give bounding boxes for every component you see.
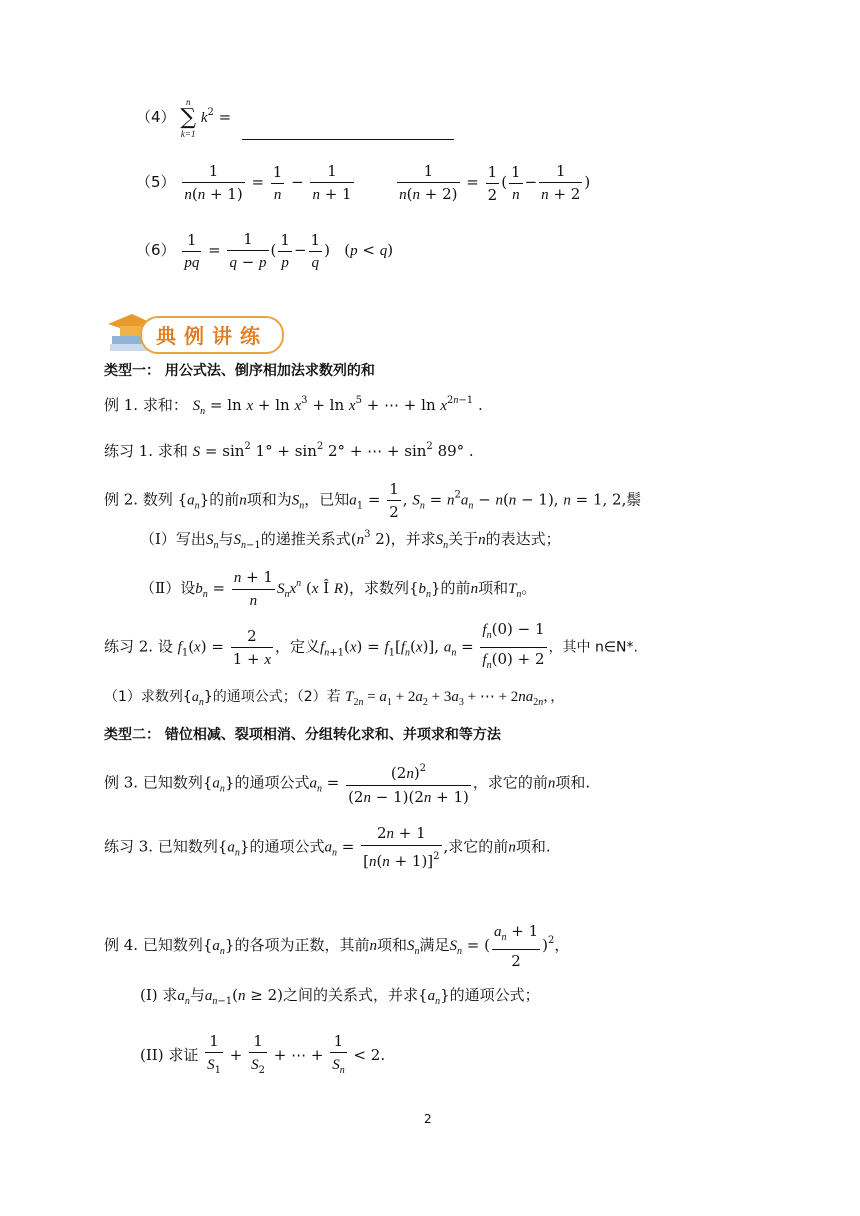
item-label: （5） xyxy=(136,173,176,191)
page-number: 2 xyxy=(424,1112,432,1126)
example-2-part-2: （Ⅱ）设$b_n$ = $\frac{n + 1}{n}$ $S_nx^n$ (x Î R)，求数列$\{b_n\}$的前n项和$T_n$。 xyxy=(140,568,537,609)
practice-1: 练习 1. 求和 $S = \sin^2 1^\circ + \sin^2 2^\circ$ + ⋯ + $\sin^2 89^\circ$ . xyxy=(104,441,474,460)
sum-symbol: n ∑ k=1 xyxy=(180,97,197,139)
example-2-part-1: （Ⅰ）写出$S_n$与$S_{n-1}$的递推关系式($n^3$ 2)，并求$S_n$关于n的表达式； xyxy=(140,529,561,551)
formula-item-4: （4） n ∑ k=1 $k^2$ = xyxy=(136,96,454,140)
example-1-prefix: 例 1. 求和： xyxy=(104,396,188,414)
answer-blank[interactable] xyxy=(242,117,454,140)
example-3: 例 3. 已知数列$\{a_n\}$的通项公式$a_n$ = $\frac{(2n)^2}{(2n - 1)(2n + 1)}$ ，求它的前n项和. xyxy=(104,758,590,809)
type2-heading: 类型二： 错位相减、裂项相消、分组转化求和、并项求和等方法 xyxy=(104,727,501,743)
practice-2-subquestions: （1）求数列$\{a_n\}$的通项公式；（2）若 $T_{2n} = a_1 + 2a_2 + 3a_3$ + ⋯ + $2na_{2n}$，， xyxy=(104,689,565,708)
practice-1-prefix: 练习 1. 求和 xyxy=(104,442,188,460)
practice-3: 练习 3. 已知数列$\{a_n\}$的通项公式$a_n$ = $\frac{2n + 1}{[n(n + 1)]^2}$ ,求它的前n项和. xyxy=(104,824,551,870)
formula-item-6: （6） $\frac{1}{pq}$ = $\frac{1}{q - p}$ ( $\frac{1}{p}$ − $\frac{1}{q}$ ) (p < q) xyxy=(136,230,394,271)
example-1: 例 1. 求和： $S_n = \ln x + \ln x^3 + \ln x^5$ + ⋯ + $\ln x^{2n-1}$ . xyxy=(104,395,483,417)
item-label: （4） xyxy=(136,108,176,126)
example-4-part-1: (I) 求$a_n$与$a_{n-1}(n \ge 2)$之间的关系式，并求$\{a_n\}$的通项公式； xyxy=(140,986,540,1007)
formula-item-5: （5） $\frac{1}{n(n + 1)}$ = $\frac{1}{n}$ − $\frac{1}{n + 1}$ $\frac{1}{n(n + 2)}$ = $\frac{1}{2}$ ( $\frac{1}{n}$ − $\frac{1}{n + 2}$ ) xyxy=(136,162,591,204)
practice-2: 练习 2. 设 $f_1(x)$ = $\frac{2}{1 + x}$ ，定义$f_{n+1}(x) = f_1[f_n(x)]$, $a_n$ = $\frac{f_n(0) - 1}{f_n(0) + 2}$ ，其中 n∈N*. xyxy=(104,620,638,671)
item-label: （6） xyxy=(136,241,176,259)
section-banner xyxy=(104,306,280,356)
example-4: 例 4. 已知数列$\{a_n\}$的各项为正数，其前n项和$S_n$满足$S_n$ = ( $\frac{a_n + 1}{2}$ )$^2$， xyxy=(104,922,570,970)
banner-title: 典例讲练 xyxy=(156,324,268,348)
example-2: 例 2. 数列 $\{a_n\}$的前n项和为$S_n$，已知$a_1$ = $\frac{1}{2}$ , $S_n = n^2a_n - n(n - 1)$, n = 1, 2,鬃 xyxy=(104,480,642,521)
example-4-part-2: (II) 求证 $\frac{1}{S_1}$ + $\frac{1}{S_2}$ + ⋯ + $\frac{1}{S_n}$ < 2. xyxy=(140,1032,386,1076)
type1-heading: 类型一： 用公式法、倒序相加法求数列的和 xyxy=(104,363,375,379)
